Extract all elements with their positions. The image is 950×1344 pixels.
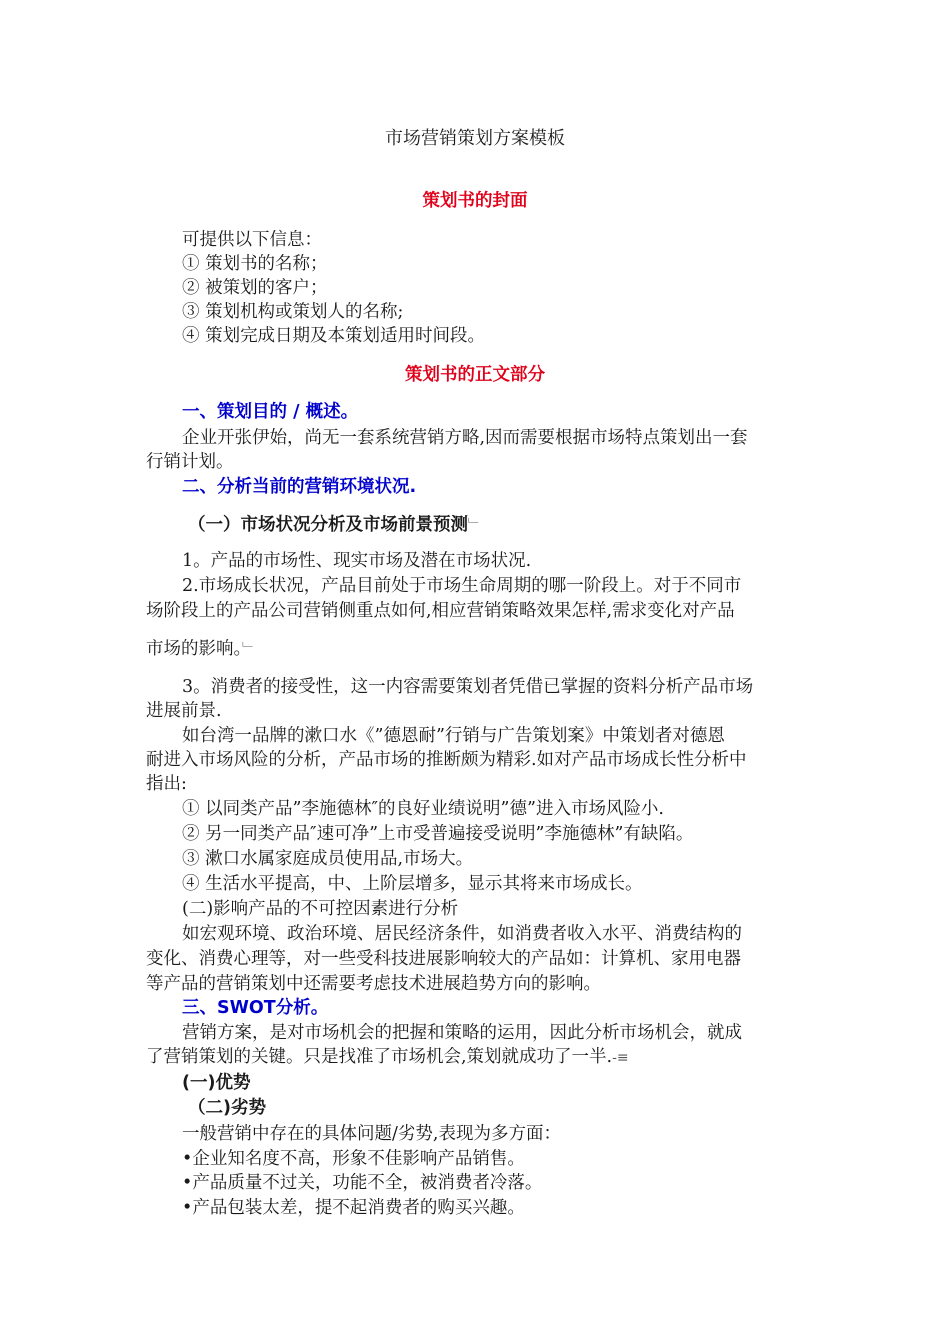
paragraph-line: 一般营销中存在的具体问题/劣势,表现为多方面： — [182, 1124, 561, 1144]
paragraph-mark: -≡ — [612, 1050, 629, 1066]
section-1-heading: 一、策划目的 / 概述。 — [182, 402, 359, 422]
paragraph-line: 行销计划。 — [146, 452, 234, 472]
list-item: ② 另一同类产品″速可净”上市受普遍接受说明”李施德林”有缺陷。 — [182, 824, 694, 844]
paragraph-line: 营销方案，是对市场机会的把握和策略的运用，因此分析市场机会，就成 — [182, 1023, 742, 1043]
paragraph-line: 2.市场成长状况，产品目前处于市场生命周期的哪一阶段上。对于不同市 — [182, 576, 742, 596]
section-2-heading: 二、分析当前的营销环境状况. — [182, 477, 417, 497]
paragraph-line: 变化、消费心理等，对一些受科技进展影响较大的产品如：计算机、家用电器 — [146, 949, 741, 969]
paragraph-line: 进展前景. — [146, 701, 222, 721]
paragraph-mark: ﹂ — [242, 642, 257, 658]
list-item: •企业知名度不高，形象不佳影响产品销售。 — [182, 1149, 525, 1169]
paragraph-line: 如台湾一品牌的漱口水《”德恩耐”行销与广告策划案》中策划者对德恩 — [182, 726, 725, 746]
paragraph-line: 指出: — [146, 774, 187, 794]
cover-item: ① 策划书的名称； — [182, 254, 328, 274]
document-title: 市场营销策划方案模板 — [385, 128, 565, 149]
list-item: •产品包装太差，提不起消费者的购买兴趣。 — [182, 1198, 525, 1218]
list-item: 1。产品的市场性、现实市场及潜在市场状况. — [182, 551, 532, 571]
paragraph-line: 如宏观环境、政治环境、居民经济条件，如消费者收入水平、消费结构的 — [182, 924, 742, 944]
cover-heading: 策划书的封面 — [422, 191, 528, 211]
body-heading: 策划书的正文部分 — [405, 365, 545, 385]
list-item: ① 以同类产品”李施德林″的良好业绩说明”德”进入市场风险小. — [182, 799, 665, 819]
paragraph-line: 企业开张伊始，尚无一套系统营销方略,因而需要根据市场特点策划出一套 — [182, 428, 748, 448]
paragraph-line: 3。消费者的接受性，这一内容需要策划者凭借已掌握的资料分析产品市场 — [182, 677, 754, 697]
paragraph-line: 场阶段上的产品公司营销侧重点如何,相应营销策略效果怎样,需求变化对产品 — [146, 601, 735, 621]
paragraph-text: 市场的影响。 — [146, 639, 243, 659]
list-item: ④ 生活水平提高，中、上阶层增多，显示其将来市场成长。 — [182, 874, 643, 894]
cover-item: ② 被策划的客户； — [182, 278, 328, 298]
subsection-heading: (二)影响产品的不可控因素进行分析 — [182, 899, 459, 919]
cover-intro: 可提供以下信息： — [182, 230, 322, 250]
paragraph-line: 等产品的营销策划中还需要考虑技术进展趋势方向的影响。 — [146, 974, 601, 994]
paragraph-mark: ﹂ — [468, 518, 482, 534]
cover-item: ③ 策划机构或策划人的名称; — [182, 302, 404, 322]
paragraph-line: 耐进入市场风险的分析，产品市场的推断颇为精彩.如对产品市场成长性分析中 — [146, 750, 747, 770]
paragraph-line — [146, 638, 256, 661]
subsection-heading: （二)劣势 — [188, 1098, 266, 1118]
subsection-title: （一）市场状况分析及市场前景预测 — [188, 515, 468, 535]
cover-item: ④ 策划完成日期及本策划适用时间段。 — [182, 326, 486, 346]
list-item: •产品质量不过关，功能不全，被消费者冷落。 — [182, 1173, 543, 1193]
paragraph-text: 了营销策划的关键。只是找准了市场机会,策划就成功了一半. — [146, 1047, 613, 1067]
paragraph-line — [146, 1046, 629, 1069]
list-item: ③ 漱口水属家庭成员使用品,市场大。 — [182, 849, 474, 869]
subsection-heading: (一)优势 — [182, 1073, 251, 1093]
section-3-heading: 三、SWOT分析。 — [182, 998, 329, 1018]
subsection-heading — [188, 514, 482, 537]
